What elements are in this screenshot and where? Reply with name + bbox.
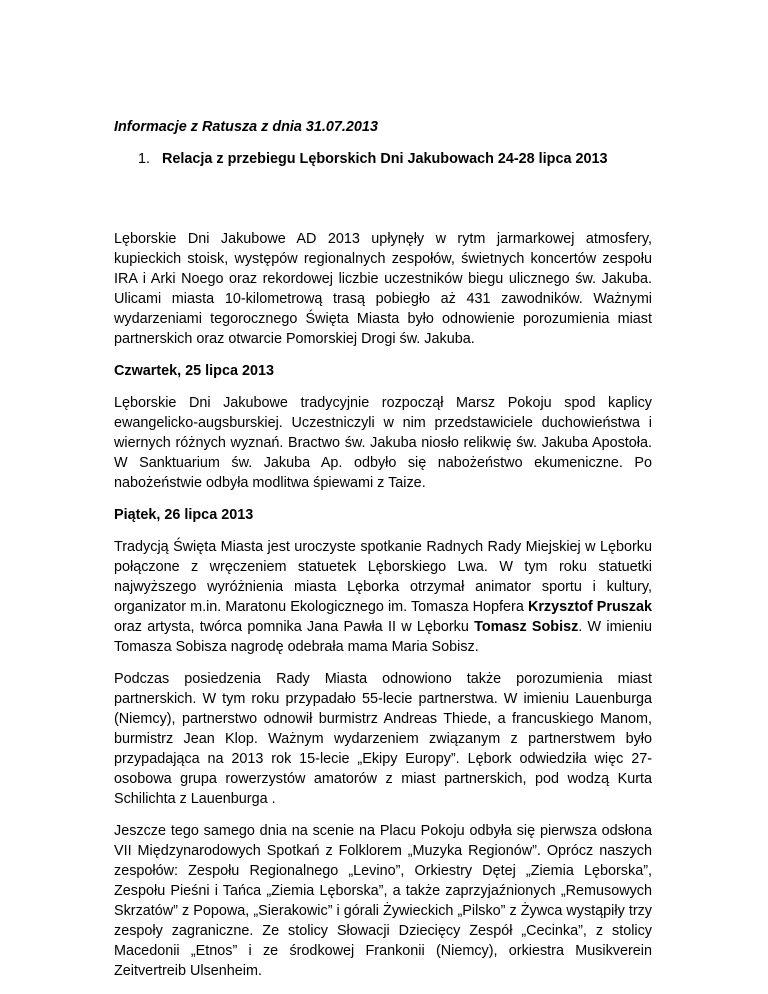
friday-paragraph-3: Jeszcze tego samego dnia na scenie na Placu Pokoju odbyła się pierwsza odsłona VII Międzynarodowych Spotkań z Folklorem „Muzyka Regionów”. Oprócz naszych zespołów: Zespołu Regionalnego „Levino”, Orkiestry Dętej „Ziemia Lęborska”, Zespołu Pieśni i Tańca „Ziemia Lęborska”, a także zaprzyjaźnionych „Remusowych Skrzatów” z Popowa, „Sierakowic” i górali Żywieckich „Pilsko” z Żywca wystąpiły trzy zespoły zagraniczne. Ze stolicy Słowacji Dziecięcy Zespół „Cecinka”, z stolicy Macedonii „Etnos” i ze środkowej Frankonii (Niemcy), orkiestra Musikverein Zeitvertreib Ulsenheim. <box>114 823 652 979</box>
award-name-1: Krzysztof Pruszak <box>527 599 652 615</box>
list-item <box>114 149 652 169</box>
document-page <box>114 117 652 993</box>
section-heading-thursday: Czwartek, 25 lipca 2013 <box>114 363 274 379</box>
document-title: Informacje z Ratusza z dnia 31.07.2013 <box>114 119 378 135</box>
intro-paragraph: Lęborskie Dni Jakubowe AD 2013 upłynęły w rytm jarmarkowej atmosfery, kupieckich stoisk, występów regionalnych zespołów, świetnych koncertów zespołu IRA i Arki Noego oraz rekordowej liczbie uczestników biegu ulicznego św. Jakuba. Ulicami miasta 10-kilometrową trasą pobiegło aż 431 zawodników. Ważnymi wydarzeniami tegorocznego Święta Miasta było odnowienie porozumienia miast partnerskich oraz otwarcie Pomorskiej Drogi św. Jakuba. <box>114 231 652 347</box>
friday-p1-text-3: . W imieniu Tomasza Sobisza nagrodę odebrała mama Maria Sobisz. <box>114 619 652 655</box>
list-item-number: 1. <box>138 151 151 167</box>
thursday-paragraph: Lęborskie Dni Jakubowe tradycyjnie rozpoczął Marsz Pokoju spod kaplicy ewangelicko-augsburskiej. Uczestniczyli w nim przedstawiciele duchowieństwa i wiernych różnych wyznań. Bractwo św. Jakuba niosło relikwię św. Jakuba Apostoła. W Sanktuarium św. Jakuba Ap. odbyło się nabożeństwo ekumeniczne. Po nabożeństwie odbyła modlitwa śpiewami z Taize. <box>114 395 652 491</box>
section-heading-friday: Piątek, 26 lipca 2013 <box>114 507 254 523</box>
friday-p1-text-2: oraz artysta, twórca pomnika Jana Pawła II w Lęborku <box>114 619 475 635</box>
friday-paragraph-1 <box>114 537 652 657</box>
award-name-2: Tomasz Sobisz <box>474 619 579 635</box>
friday-p1-text-1: Tradycją Święta Miasta jest uroczyste spotkanie Radnych Rady Miejskiej w Lęborku połączone z wręczeniem statuetek Lęborskiego Lwa. W tym roku statuetki najwyższego wyróżnienia miasta Lęborka otrzymał animator sportu i kultury, organizator m.in. Maratonu Ekologicznego im. Tomasza Hopfera <box>114 539 652 615</box>
list-item-text: Relacja z przebiegu Lęborskich Dni Jakubowach 24-28 lipca 2013 <box>162 151 608 167</box>
friday-paragraph-2: Podczas posiedzenia Rady Miasta odnowiono także porozumienia miast partnerskich. W tym roku przypadało 55-lecie partnerstwa. W imieniu Lauenburga (Niemcy), partnerstwo odnowił burmistrz Andreas Thiede, a francuskiego Manom, burmistrz Jean Klop. Ważnym wydarzeniem związanym z partnerstwem było przypadająca na 2013 rok 15-lecie „Ekipy Europy”. Lębork odwiedziła więc 27-osobowa grupa rowerzystów amatorów z miast partnerskich, pod wodzą Kurta Schilichta z Lauenburga . <box>114 671 652 807</box>
